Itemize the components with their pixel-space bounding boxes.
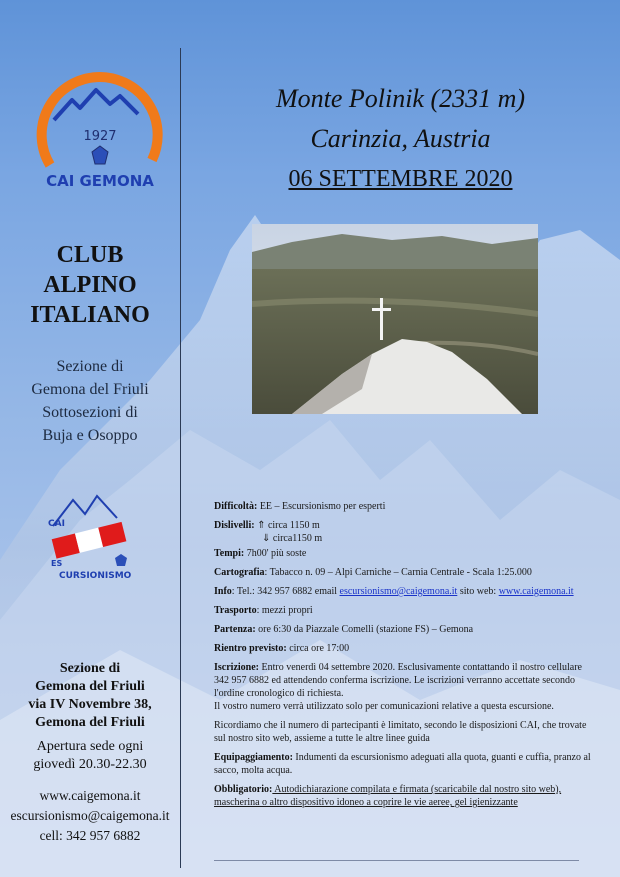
iscrizione-note: Il vostro numero verrà utilizzato solo per comunicazioni relative a questa escursione.	[214, 701, 554, 712]
opening-line: Apertura sede ogni	[36, 739, 144, 754]
ricordiamo-note: Ricordiamo che il numero di partecipanti è limitato, secondo le disposizioni CAI, che trovate sul nostro sito web, assieme a tutte le altre linee guida	[214, 720, 587, 744]
iscrizione-label: Iscrizione:	[214, 662, 259, 673]
contacts-block	[0, 786, 180, 846]
club-line: CLUB	[56, 242, 124, 268]
partenza-label: Partenza:	[214, 624, 256, 635]
obbligatorio-value: Autodichiarazione compilata e firmata (scaricabile dal nostro sito web), mascherina o altro dispositivo idoneo a coprire le vie aeree, gel igienizzante	[214, 784, 562, 808]
address-line: Sezione di	[59, 661, 121, 676]
info-phone: : Tel.: 342 957 6882 email	[231, 586, 340, 597]
tempi-value: 7h00' più soste	[244, 548, 307, 559]
rientro-row	[214, 642, 594, 655]
partenza-value: ore 6:30 da Piazzale Comelli (stazione FS) – Gemona	[255, 624, 474, 635]
difficolta-value: EE – Escursionismo per esperti	[257, 501, 386, 512]
opening-line: giovedì 20.30-22.30	[33, 757, 147, 772]
equipaggiamento-label: Equipaggiamento:	[214, 752, 293, 763]
info-mid: sito web:	[457, 586, 499, 597]
difficolta-label: Difficoltà:	[214, 501, 258, 512]
tempi-row	[214, 547, 594, 560]
info-website-link[interactable]: www.caigemona.it	[498, 586, 574, 597]
rientro-value: circa ore 17:00	[286, 643, 350, 654]
equipaggiamento-row	[214, 751, 594, 777]
iscrizione-row	[214, 661, 594, 700]
cai-gemona-logo	[30, 60, 170, 200]
email-link[interactable]: escursionismo@caigemona.it	[10, 808, 170, 823]
svg-text:CURSIONISMO: CURSIONISMO	[59, 571, 132, 580]
bottom-rule	[214, 860, 579, 861]
partenza-row	[214, 623, 594, 636]
cai-escursionismo-logo	[45, 488, 135, 580]
website-link[interactable]: www.caigemona.it	[39, 788, 141, 803]
info-row	[214, 585, 594, 598]
trasporto-row	[214, 604, 594, 617]
address-line: Gemona del Friuli	[35, 715, 145, 730]
info-label: Info	[214, 586, 232, 597]
dislivelli-up: ⇑ circa 1150 m	[254, 520, 320, 531]
sezione-block	[0, 355, 180, 447]
trip-details	[214, 500, 594, 815]
cartografia-row	[214, 566, 594, 579]
tempi-label: Tempi:	[214, 548, 245, 559]
svg-text:ES: ES	[51, 559, 63, 568]
iscrizione-value: Entro venerdì 04 settembre 2020. Esclusivamente contattando il nostro cellulare 342 957 6882 ed attendendo conferma iscrizione. Le iscrizioni verranno accettate secondo l'ordine cronologico di richiesta.	[214, 662, 582, 699]
club-name	[0, 240, 180, 330]
address-line: via IV Novembre 38,	[28, 697, 152, 712]
dislivelli-down: ⇓ circa1150 m	[262, 533, 323, 544]
obbligatorio-row	[214, 783, 594, 809]
dislivelli-label: Dislivelli:	[214, 520, 255, 531]
trasporto-value: : mezzi propri	[256, 605, 313, 616]
event-location: Carinzia, Austria	[310, 124, 491, 153]
sezione-line: Sottosezioni di	[42, 404, 138, 421]
summit-cross-photo	[252, 224, 538, 414]
club-line: ALPINO	[43, 272, 137, 298]
dislivelli-down-row	[214, 532, 594, 545]
difficolta-row	[214, 500, 594, 513]
club-line: ITALIANO	[30, 302, 150, 328]
svg-text:CAI: CAI	[48, 519, 65, 529]
dislivelli-row	[214, 519, 594, 532]
address-block	[0, 660, 180, 732]
obbligatorio-label: Obbligatorio:	[214, 784, 273, 795]
event-title: Monte Polinik (2331 m)	[275, 84, 526, 113]
cartografia-value: : Tabacco n. 09 – Alpi Carniche – Carnia Centrale - Scala 1:25.000	[264, 567, 532, 578]
info-email-link[interactable]: escursionismo@caigemona.it	[339, 586, 458, 597]
svg-text:CAI GEMONA: CAI GEMONA	[46, 172, 154, 190]
rientro-label: Rientro previsto:	[214, 643, 287, 654]
sezione-line: Gemona del Friuli	[31, 381, 149, 398]
phone-number: cell: 342 957 6882	[39, 828, 141, 843]
trasporto-label: Trasporto	[214, 605, 257, 616]
sezione-line: Buja e Osoppo	[42, 427, 138, 444]
event-date: 06 SETTEMBRE 2020	[288, 166, 513, 192]
equipaggiamento-value: Indumenti da escursionismo adeguati alla quota, guanti e cuffia, pranzo al sacco, molta acqua.	[214, 752, 591, 776]
opening-hours	[0, 738, 180, 774]
cartografia-label: Cartografia	[214, 567, 265, 578]
sezione-line: Sezione di	[56, 358, 124, 375]
svg-text:1927: 1927	[83, 129, 117, 144]
address-line: Gemona del Friuli	[35, 679, 145, 694]
